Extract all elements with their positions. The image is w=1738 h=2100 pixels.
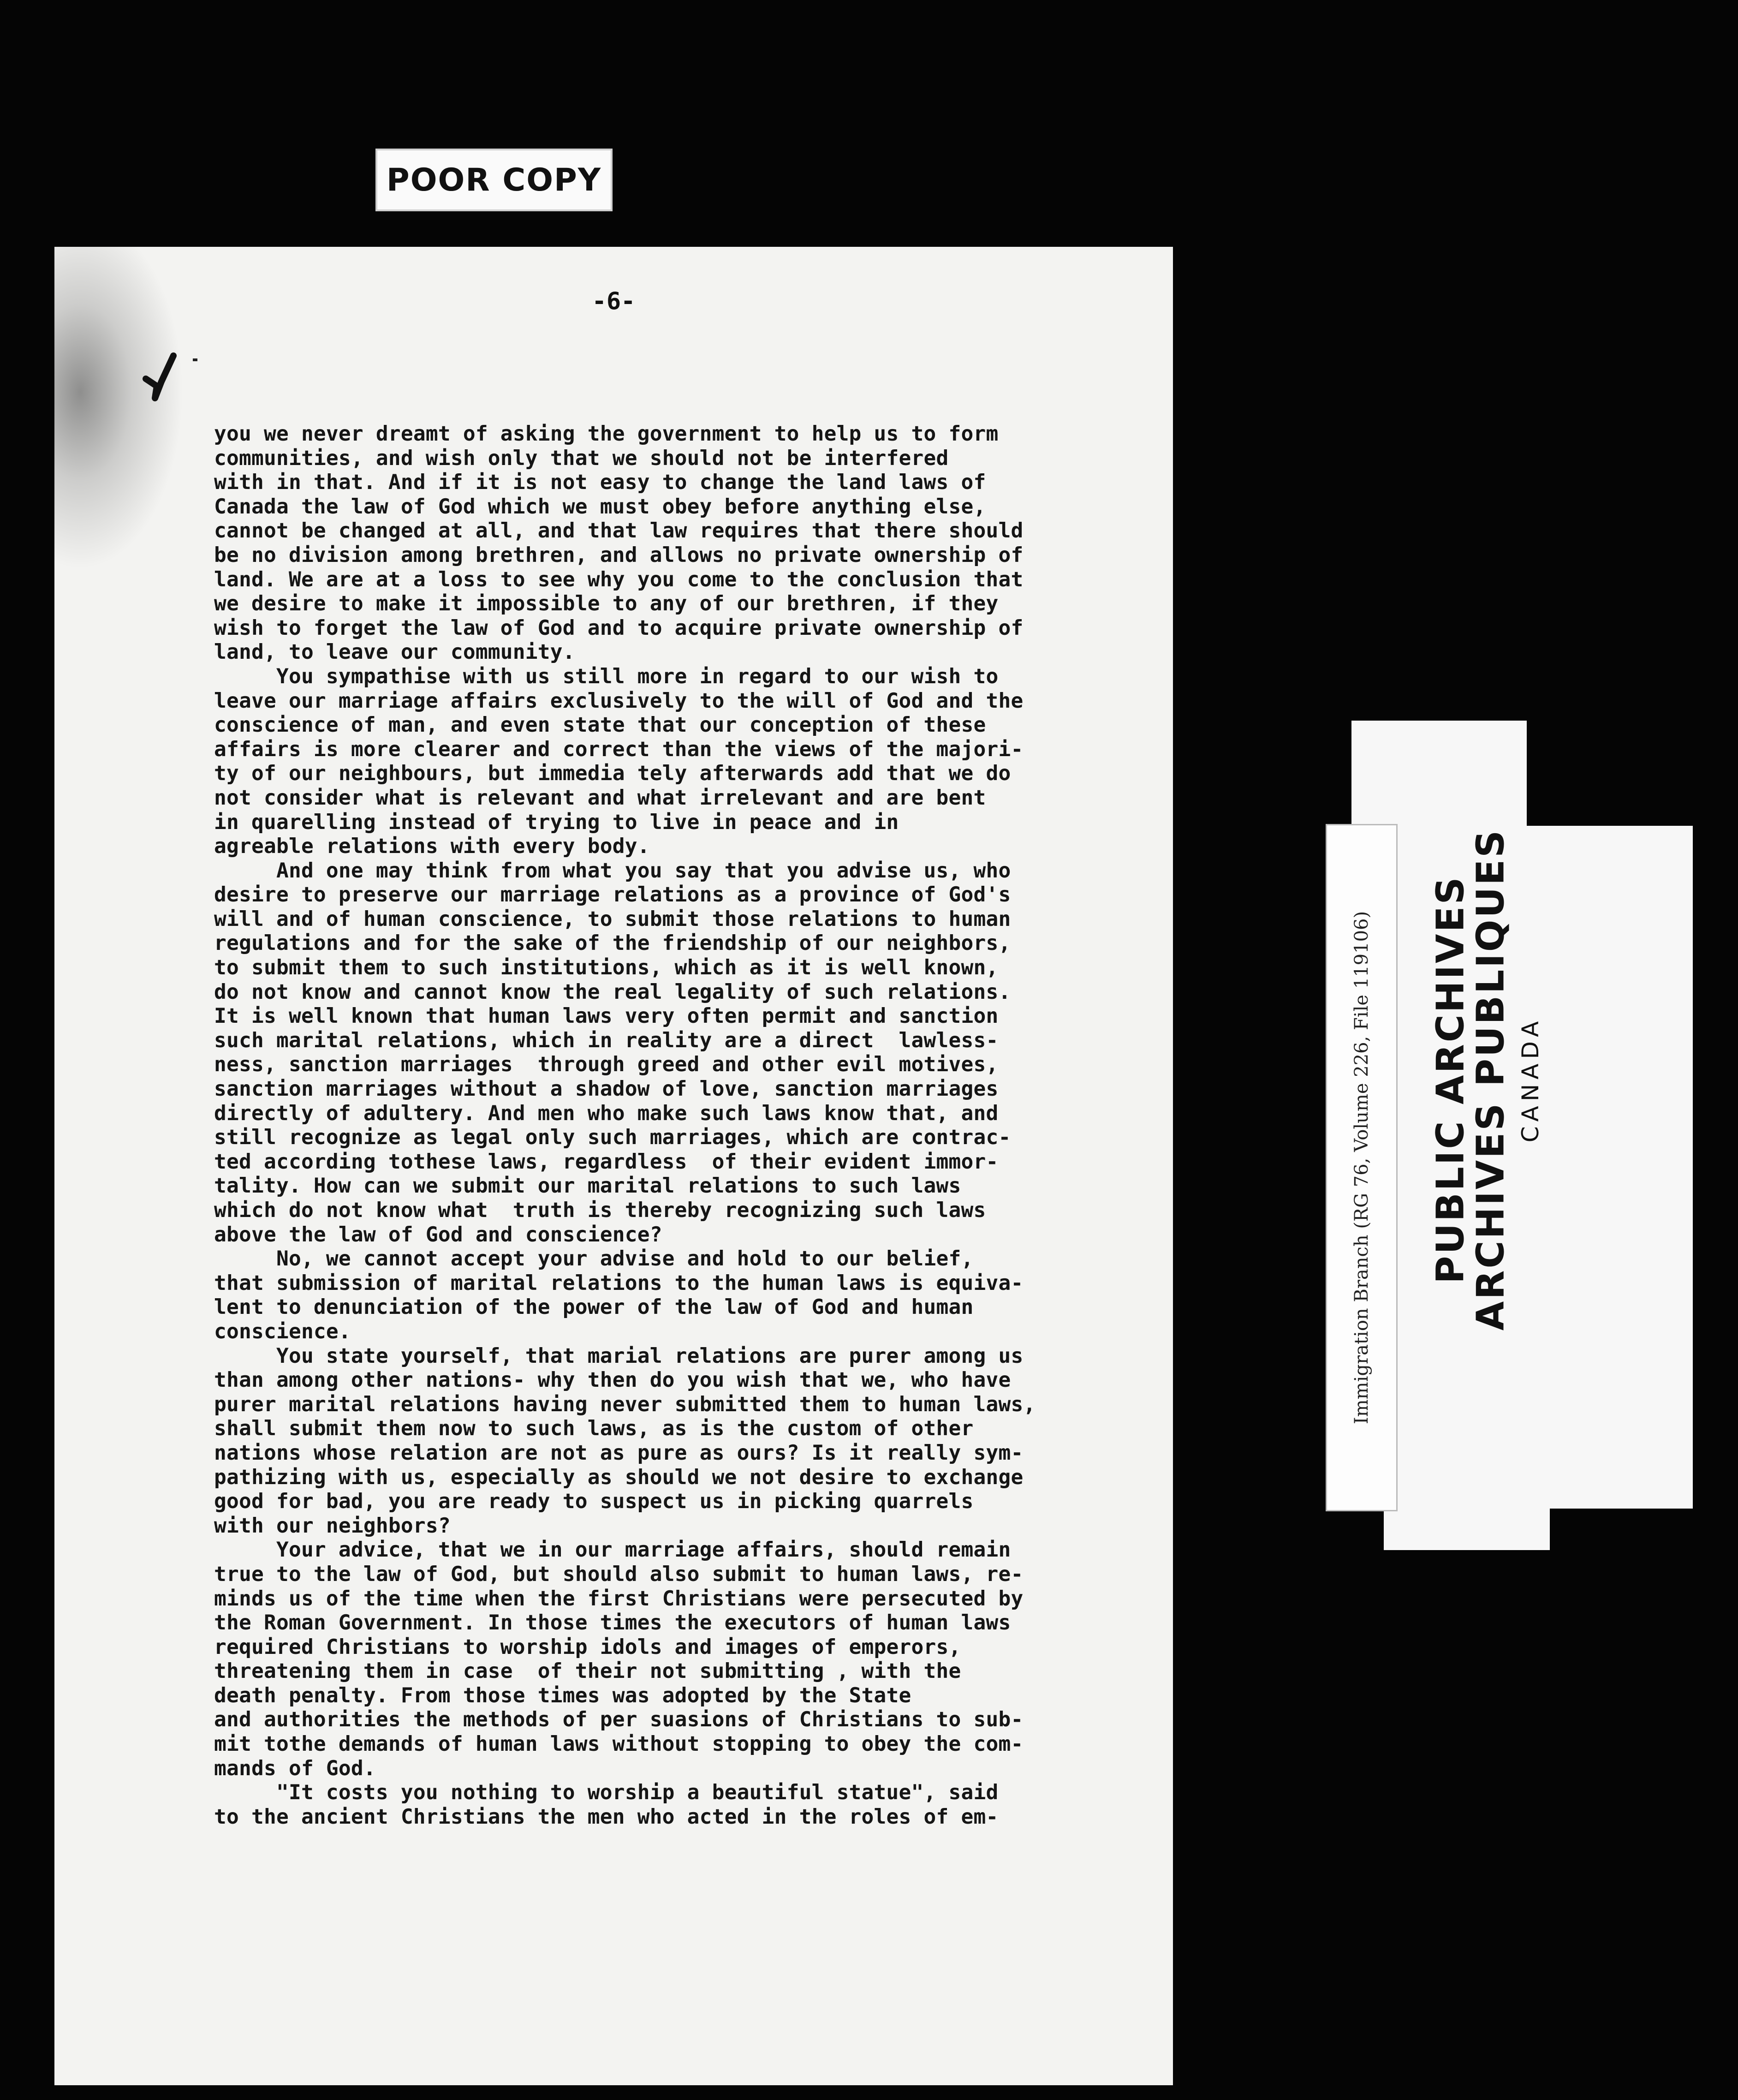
poor-copy-text: POOR COPY [386, 161, 602, 198]
check-mark-icon [141, 352, 181, 403]
stamp-line-public-archives: PUBLIC ARCHIVES [1428, 875, 1473, 1284]
citation-label [1326, 824, 1398, 1511]
stamp-background-main [1351, 826, 1693, 1509]
page-number: -6- [592, 287, 636, 315]
stamp-line-archives-publiques: ARCHIVES PUBLIQUES [1469, 828, 1513, 1331]
citation-text: Immigration Branch (RG 76, Volume 226, File 119106) [1351, 911, 1372, 1425]
margin-tick [193, 358, 197, 361]
letter-body-text: you we never dreamt of asking the government to help us to form communities, and wish only that we should not be interfered with in that. And if it is not easy to change the land laws of Canada the law of God which we must obey before anything else, cannot be changed at all, and that law requires that there should be no division among brethren, and allows no private ownership of land. We are at a loss to see why you come to the conclusion that we desire to make it impossible to any of our brethren, if they wish to forget the law of God and to acquire private ownership of land, to leave our community. You sympathise with us still more in regard to our wish to leave our marriage affairs exclusively to the will of God and the conscience of man, and even state that our conception of these affairs is more clearer and correct than the views of the majori- ty of our neighbours, but immedia tely afterwards add that we do not consider what is relevant and what irrelevant and are bent in quarelling instead of trying to live in peace and in agreable relations with every body. And one may think from what you say that you advise us, who desire to preserve our marriage relations as a province of God's will and of human conscience, to submit those relations to human regulations and for the sake of the friendship of our neighbors, to submit them to such institutions, which as it is well known, do not know and cannot know the real legality of such relations. It is well known that human laws very often permit and sanction such marital relations, which in reality are a direct lawless- ness, sanction marriages through greed and other evil motives, sanction marriages without a shadow of love, sanction marriages directly of adultery. And men who make such laws know that, and still recognize as legal only such marriages, which are contrac- ted according tothese laws, regardless of their evident immor- tality. How can we submit our marital relations to such laws which do not know what truth is thereby recognizing such laws above the law of God and conscience? No, we cannot accept your advise and hold to our belief, that submission of marital relations to the human laws is equiva- lent to denunciation of the power of the law of God and human conscience. You state yourself, that marial relations are purer among us than among other nations- why then do you wish that we, who have purer marital relations having never submitted them to human laws, shall submit them now to such laws, as is the custom of other nations whose relation are not as pure as ours? Is it really sym- pathizing with us, especially as should we not desire to exchange good for bad, you are ready to suspect us in picking quarrels with our neighbors? Your advice, that we in our marriage affairs, should remain true to the law of God, but should also submit to human laws, re- minds us of the time when the first Christians were persecuted by the Roman Government. In those times the executors of human laws required Christians to worship idols and images of emperors, threatening them in case of their not submitting , with the death penalty. From those times was adopted by the State and authorities the methods of per suasions of Christians to sub- mit tothe demands of human laws without stopping to obey the com- mands of God. "It costs you nothing to worship a beautiful statue", said to the ancient Christians the men who acted in the roles of em- [214, 422, 1036, 1829]
stamp-background-bottom [1384, 1476, 1550, 1550]
poor-copy-label [375, 149, 613, 211]
document-page [54, 247, 1173, 2085]
stamp-line-canada: CANADA [1517, 1016, 1544, 1143]
